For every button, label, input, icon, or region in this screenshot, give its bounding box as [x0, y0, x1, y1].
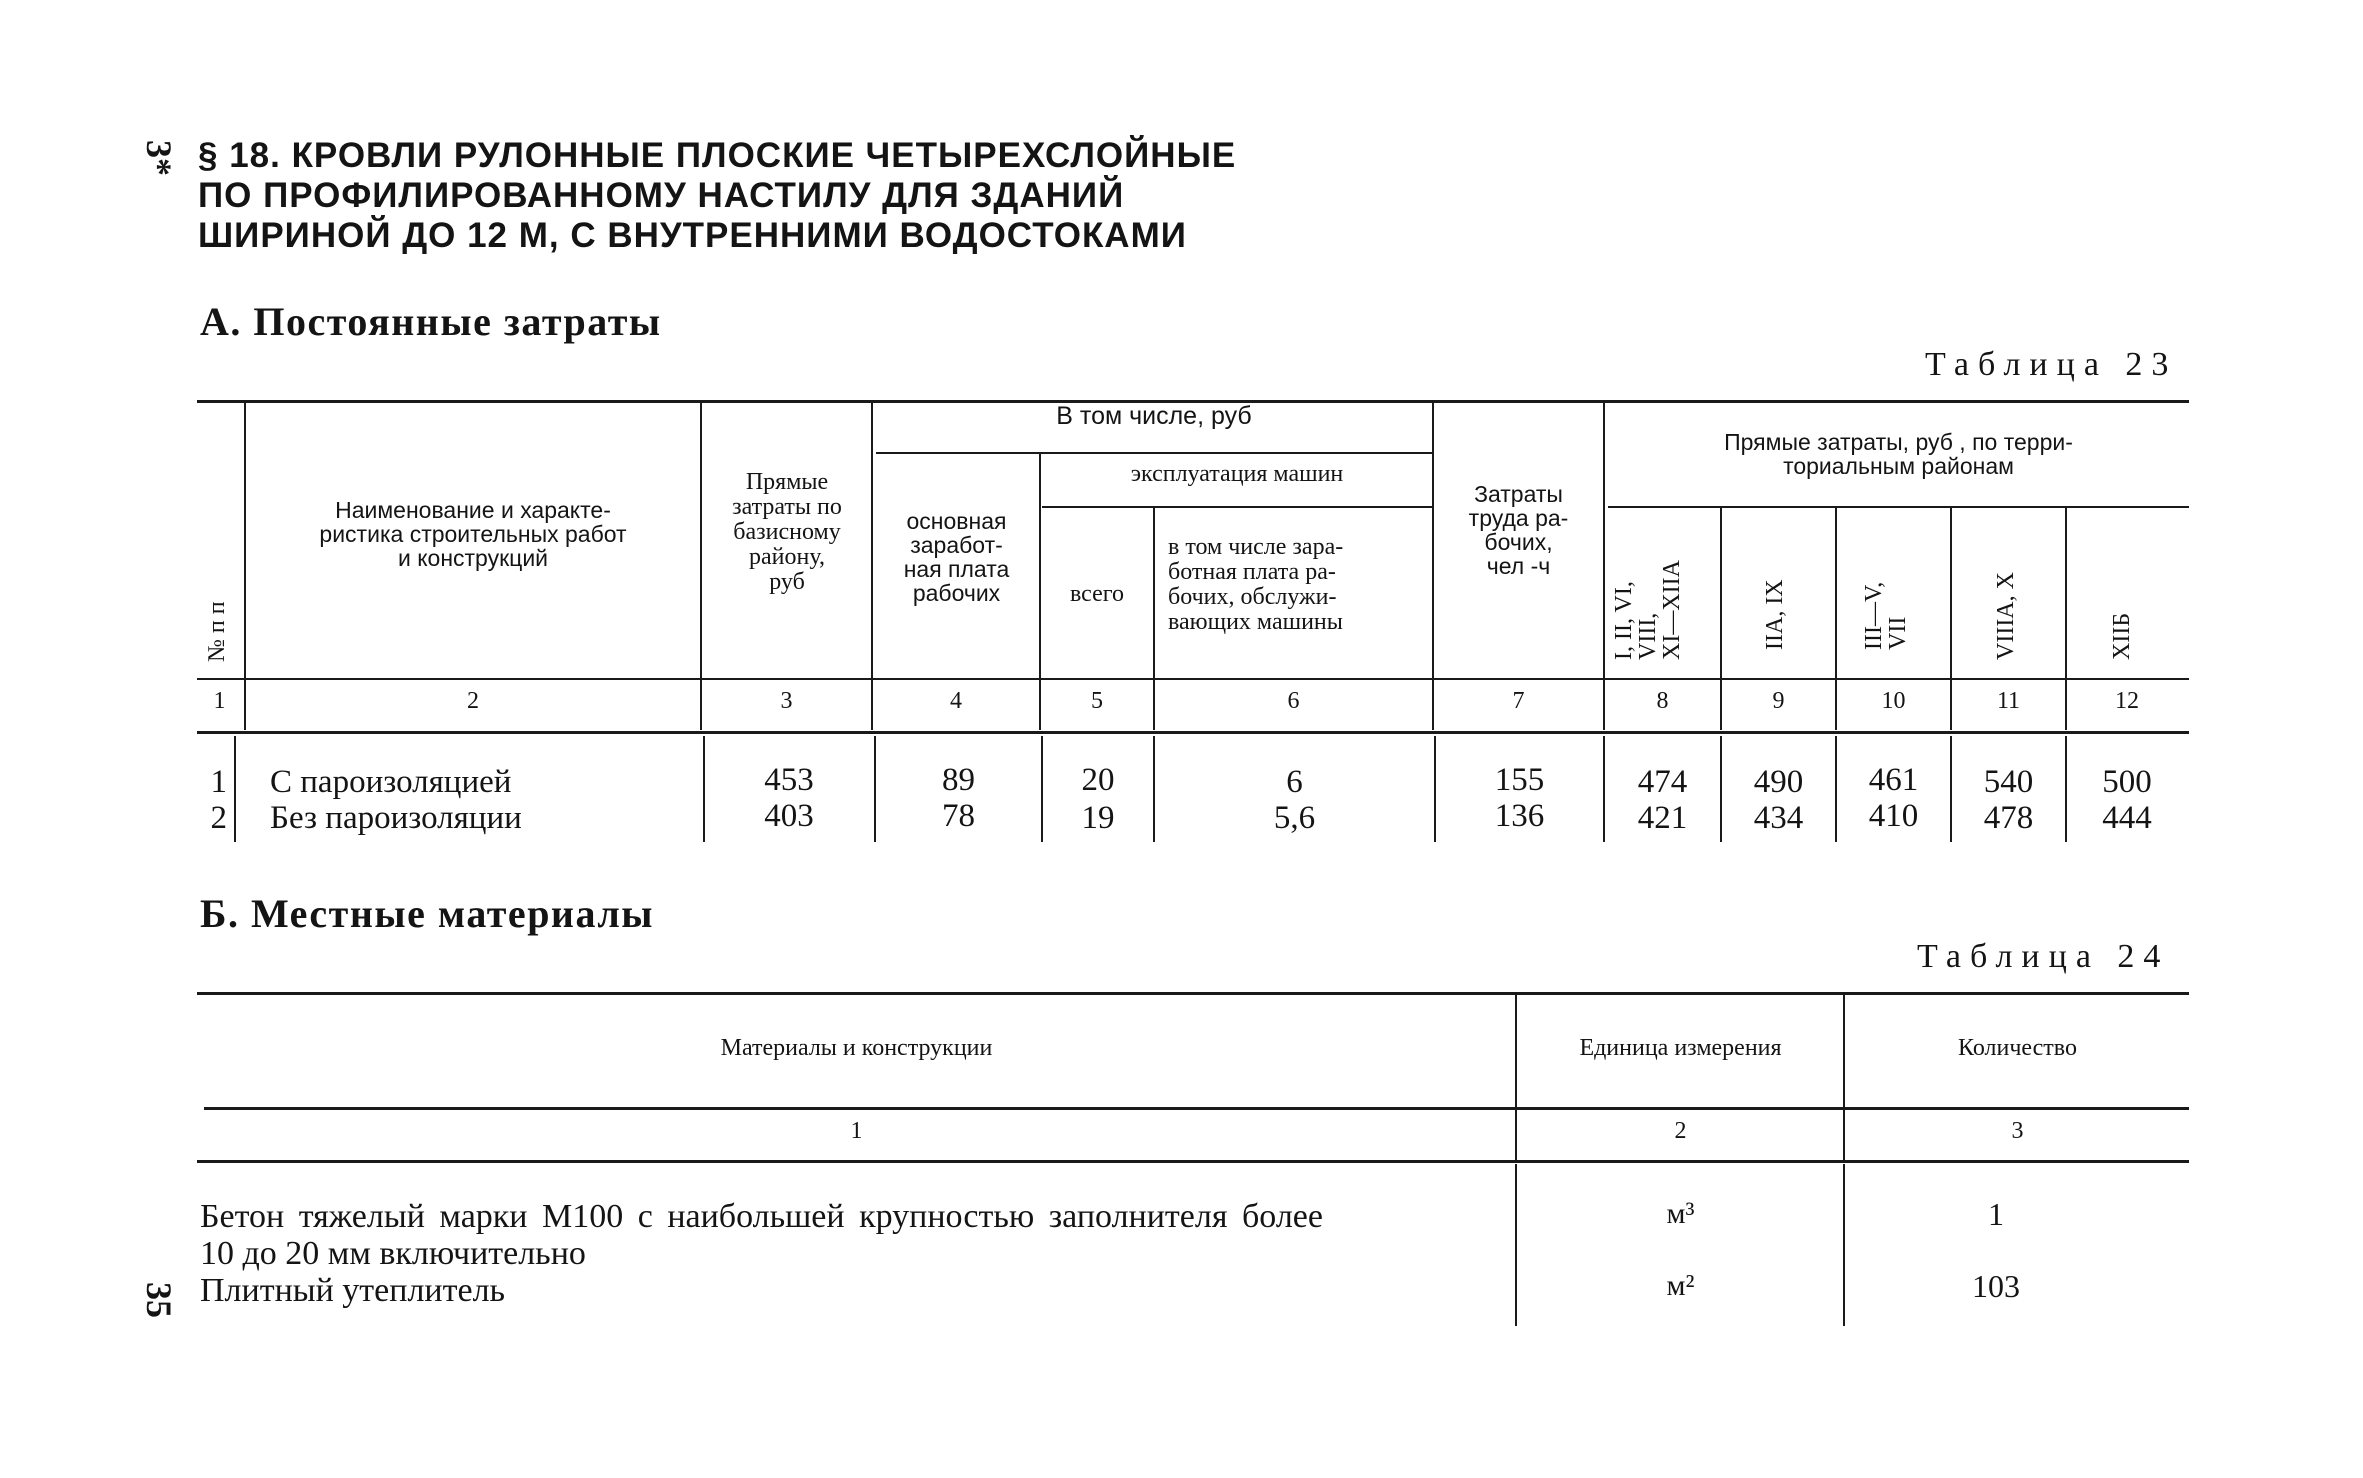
- t24-top-rule: [197, 992, 2189, 995]
- t23-header-group-machines: эксплуатация машин: [1130, 461, 1344, 487]
- t24-row2-unit: м²: [1666, 1269, 1695, 1302]
- t23-col3-line1: Прямые: [745, 469, 829, 495]
- t23-group-incl-rule: [876, 452, 1432, 454]
- row2-c5: 19: [1081, 800, 1115, 836]
- row1-c11: 540: [1983, 764, 2034, 800]
- row1-c8: 474: [1637, 764, 1688, 800]
- t23-col10-line1: III—V,: [1861, 581, 1887, 650]
- t23-col7-line4: чел -ч: [1486, 553, 1551, 579]
- t23-group-regions-rule: [1608, 506, 2189, 508]
- t23-v2: [700, 402, 702, 730]
- side-page-number: 35: [139, 1282, 179, 1318]
- t23-header-col6: [1158, 535, 1440, 635]
- section-b-title: Б. Местные материалы: [200, 891, 655, 936]
- t23-header-col3: [703, 470, 871, 595]
- t24-header-col1: Материалы и конструкции: [720, 1035, 993, 1061]
- t23-col8-line3: XI—XIIА: [1659, 560, 1685, 660]
- t23-col6-line4: вающих машины: [1168, 609, 1343, 635]
- t23-col3-line5: руб: [769, 569, 805, 595]
- t23-regions-line1: Прямые затраты, руб , по терри-: [1724, 429, 2073, 455]
- row1-c5: 20: [1081, 762, 1115, 798]
- row1-c6: 6: [1286, 764, 1303, 800]
- t23-header-col12: XIIБ: [2109, 612, 2135, 660]
- t23-col2-line2: ристика строительных работ: [319, 521, 627, 547]
- row1-number: 1: [210, 764, 227, 800]
- row1-c7: 155: [1494, 762, 1545, 798]
- t23-v7: [1603, 402, 1605, 730]
- row1-c9: 490: [1753, 764, 1804, 800]
- t23-col3-line3: базисному: [733, 519, 841, 545]
- t24-row1-name-line2: 10 до 20 мм включительно: [200, 1235, 586, 1272]
- row2-c6: 5,6: [1273, 800, 1316, 836]
- row2-name: Без пароизоляции: [270, 800, 522, 836]
- t24-colnum: 1: [850, 1118, 863, 1144]
- t23-header-group-regions: [1608, 430, 2189, 478]
- t23-header-col9: IIА, IX: [1762, 579, 1788, 650]
- t23-header-col10: [1862, 582, 1910, 650]
- t23-group-machines-rule: [1042, 506, 1432, 508]
- t23-colnum: 10: [1881, 688, 1906, 714]
- t23-header-col4: [874, 509, 1039, 605]
- t23-col4-line2: заработ-: [910, 532, 1003, 558]
- t23-col2-line3: и конструкций: [397, 545, 549, 571]
- t23-header-col5: всего: [1069, 581, 1125, 607]
- t23-col3-line2: затраты по: [732, 494, 842, 520]
- t24-row1-name-line1: Бетон тяжелый марки М100 с наибольшей крупностью заполнителя более: [200, 1198, 1323, 1235]
- t23-colnum: 11: [1996, 688, 2021, 714]
- row2-c4: 78: [942, 798, 975, 834]
- t23-v1: [244, 402, 246, 730]
- t23-col8-line1: I, II, VI,: [1611, 581, 1637, 660]
- t23-body-rule: [197, 731, 2189, 734]
- t23-col6-line3: бочих, обслужи-: [1168, 584, 1337, 610]
- t23-colnum: 8: [1656, 688, 1669, 714]
- heading-line-1: § 18. КРОВЛИ РУЛОННЫЕ ПЛОСКИЕ ЧЕТЫРЕХСЛОЙНЫЕ: [198, 136, 1237, 175]
- table-24-label: Таблица 24: [1917, 938, 2170, 975]
- t23-colnum: 9: [1772, 688, 1785, 714]
- t23-colnum: 3: [780, 688, 793, 714]
- t23-col4-line4: рабочих: [912, 580, 1001, 606]
- heading-line-3: ШИРИНОЙ ДО 12 М, С ВНУТРЕННИМИ ВОДОСТОКАМИ: [198, 216, 1187, 255]
- t24-header-col3: Количество: [1958, 1035, 2077, 1061]
- t23-col6-line1: в том числе зара-: [1168, 534, 1344, 560]
- t23-col7-line1: Затраты: [1474, 481, 1563, 507]
- row1-c4: 89: [942, 762, 975, 798]
- row1-c10: 461: [1868, 762, 1919, 798]
- row2-c9: 434: [1753, 800, 1804, 836]
- table-23-label: Таблица 23: [1925, 346, 2178, 383]
- t24-header-col2: Единица измерения: [1579, 1035, 1782, 1061]
- side-marker-top: 3*: [139, 140, 179, 176]
- t23-colnum: 7: [1512, 688, 1525, 714]
- t23-colnum: 12: [2115, 688, 2139, 714]
- t23-colnum: 5: [1091, 688, 1103, 714]
- t24-row1-qty: 1: [1988, 1196, 2004, 1232]
- row2-c12: 444: [2102, 800, 2152, 836]
- t23-header-rule: [197, 678, 2189, 680]
- row2-number: 2: [210, 800, 227, 836]
- t24-row2-name: Плитный утеплитель: [200, 1272, 506, 1309]
- t23-col6-line2: ботная плата ра-: [1168, 559, 1336, 585]
- row1-c12: 500: [2102, 764, 2152, 800]
- t23-colnum: 2: [467, 688, 479, 714]
- t24-colnum: 2: [1674, 1118, 1687, 1144]
- t23-bv1: [234, 736, 236, 842]
- t24-row2-qty: 103: [1972, 1268, 2020, 1304]
- t23-col4-line1: основная: [906, 508, 1007, 534]
- t23-colnum: 1: [213, 688, 226, 714]
- t23-col8-line2: VIII,: [1635, 612, 1661, 660]
- t23-col4-line3: ная плата: [903, 556, 1010, 582]
- t23-header-group-incl: В том числе, руб: [1056, 402, 1252, 430]
- row1-c3: 453: [764, 762, 814, 798]
- t23-header-col11: VIIIА, X: [1993, 572, 2019, 660]
- heading-line-2: ПО ПРОФИЛИРОВАННОМУ НАСТИЛУ ДЛЯ ЗДАНИЙ: [198, 176, 1125, 215]
- t23-col2-line1: Наименование и характе-: [335, 497, 611, 523]
- row1-name: С пароизоляцией: [270, 764, 512, 800]
- t24-body-rule: [197, 1160, 2189, 1163]
- t23-header-col8: [1612, 560, 1684, 660]
- t23-col7-line3: бочих,: [1484, 529, 1553, 555]
- t23-v3: [871, 402, 873, 730]
- t24-row1-name: [200, 1198, 1500, 1272]
- t23-header-col7: [1436, 482, 1601, 578]
- row2-c7: 136: [1494, 798, 1545, 834]
- t23-colnum: 6: [1287, 688, 1300, 714]
- t23-header-col2: [248, 498, 698, 570]
- row2-c11: 478: [1983, 800, 2034, 836]
- t24-bv2: [1843, 1164, 1845, 1326]
- t23-regions-line2: ториальным районам: [1783, 453, 2014, 479]
- t24-v1: [1515, 995, 1517, 1160]
- section-heading: [198, 136, 1236, 256]
- t24-v2: [1843, 995, 1845, 1160]
- row2-c10: 410: [1868, 798, 1919, 834]
- t23-col7-line2: труда ра-: [1468, 505, 1569, 531]
- t24-colnum: 3: [2011, 1118, 2024, 1144]
- t23-col10-line2: VII: [1885, 616, 1911, 650]
- t24-bv1: [1515, 1164, 1517, 1326]
- t23-colnum: 4: [950, 688, 962, 714]
- t23-header-col1: № п п: [204, 601, 230, 662]
- row2-c3: 403: [764, 798, 814, 834]
- section-a-title: А. Постоянные затраты: [200, 299, 662, 344]
- t23-col3-line4: району,: [749, 544, 825, 570]
- row2-c8: 421: [1637, 800, 1688, 836]
- t24-header-rule: [204, 1107, 2189, 1110]
- t24-row1-unit: м³: [1666, 1197, 1695, 1230]
